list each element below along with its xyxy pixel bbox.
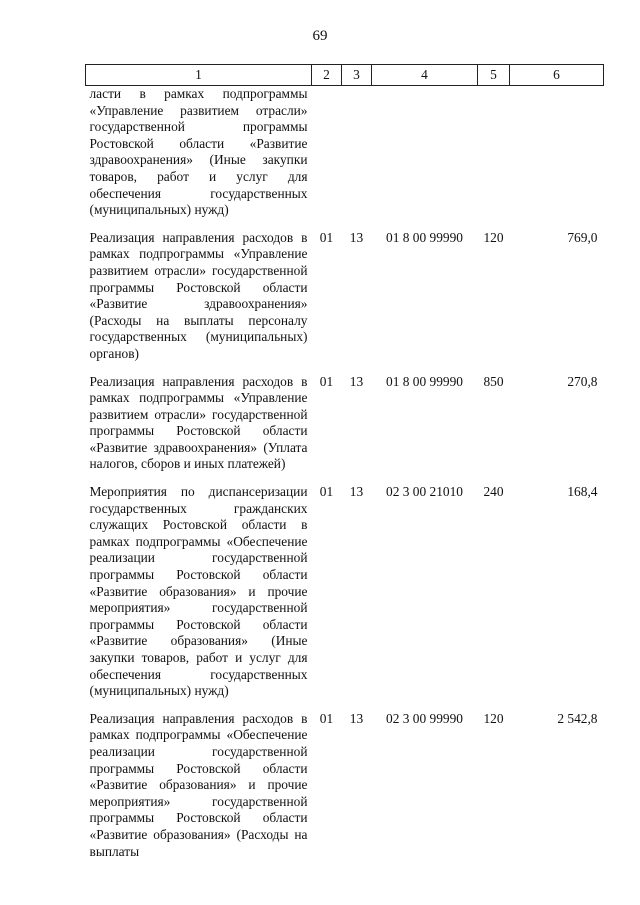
- row-description: Мероприятия по диспансеризации государственных гражданских служащих Ростовской области в рамках подпрограммы «Обеспечение реализации государственной программы Ростовской области «Развитие образования» и прочие мероприятия» государственной программы Ростовской области «Развитие образования» (Иные закупки товаров, работ и услуг для обеспечения государственных (муниципальных) нужд): [89, 484, 308, 699]
- row-amount: 270,8: [567, 373, 598, 389]
- table-row: [86, 706, 604, 866]
- table-row: [86, 479, 604, 706]
- row-target: 01 8 00 99990: [386, 373, 463, 389]
- row-amount: [510, 86, 604, 225]
- row-expense-type: 120: [483, 229, 504, 245]
- row-expense-type: [478, 86, 510, 225]
- header-col-5: 5: [478, 65, 510, 86]
- row-subsection: 13: [349, 373, 364, 389]
- row-section: 01: [319, 373, 334, 389]
- row-section: [312, 86, 342, 225]
- table-row: [86, 86, 604, 225]
- row-description: ласти в рамках подпрограммы «Управление развитием отрасли» государственной программы Ростовской области «Развитие здравоохранения» (Иные закупки товаров, работ и услуг для обеспечения государственных (муниципальных) нужд): [89, 86, 308, 218]
- row-description: Реализация направления расходов в рамках подпрограммы «Обеспечение реализации государственной программы Ростовской области «Развитие образования» и прочие мероприятия» государственной программы Ростовской области «Развитие образования» (Расходы на выплаты: [89, 710, 308, 859]
- row-description: Реализация направления расходов в рамках подпрограммы «Управление развитием отрасли» государственной программы Ростовской области «Развитие здравоохранения» (Расходы на выплаты персоналу государственных (муниципальных) органов): [89, 229, 308, 361]
- row-subsection: 13: [349, 710, 364, 726]
- row-amount: 168,4: [567, 484, 598, 500]
- row-description: Реализация направления расходов в рамках подпрограммы «Управление развитием отрасли» государственной программы Ростовской области «Развитие здравоохранения» (Уплата налогов, сборов и иных платежей): [89, 373, 308, 472]
- table-row: [86, 225, 604, 369]
- header-col-1: 1: [86, 65, 312, 86]
- row-expense-type: 850: [483, 373, 504, 389]
- page-number: 69: [312, 28, 328, 44]
- table-row: [86, 369, 604, 480]
- row-subsection: 13: [349, 229, 364, 245]
- row-subsection: 13: [349, 484, 364, 500]
- row-subsection: [342, 86, 372, 225]
- table-header: [86, 65, 604, 86]
- row-amount: 769,0: [567, 229, 598, 245]
- row-target: 01 8 00 99990: [386, 229, 463, 245]
- row-section: 01: [319, 484, 334, 500]
- row-expense-type: 120: [483, 710, 504, 726]
- header-col-2: 2: [312, 65, 342, 86]
- row-section: 01: [319, 710, 334, 726]
- row-amount: 2 542,8: [557, 710, 598, 726]
- table-body: [86, 86, 604, 867]
- budget-table: [85, 64, 604, 866]
- row-target: [372, 86, 478, 225]
- header-row: [86, 65, 604, 86]
- header-col-6: 6: [510, 65, 604, 86]
- header-col-3: 3: [342, 65, 372, 86]
- row-section: 01: [319, 229, 334, 245]
- header-col-4: 4: [372, 65, 478, 86]
- row-target: 02 3 00 21010: [386, 484, 463, 500]
- row-target: 02 3 00 99990: [386, 710, 463, 726]
- row-expense-type: 240: [483, 484, 504, 500]
